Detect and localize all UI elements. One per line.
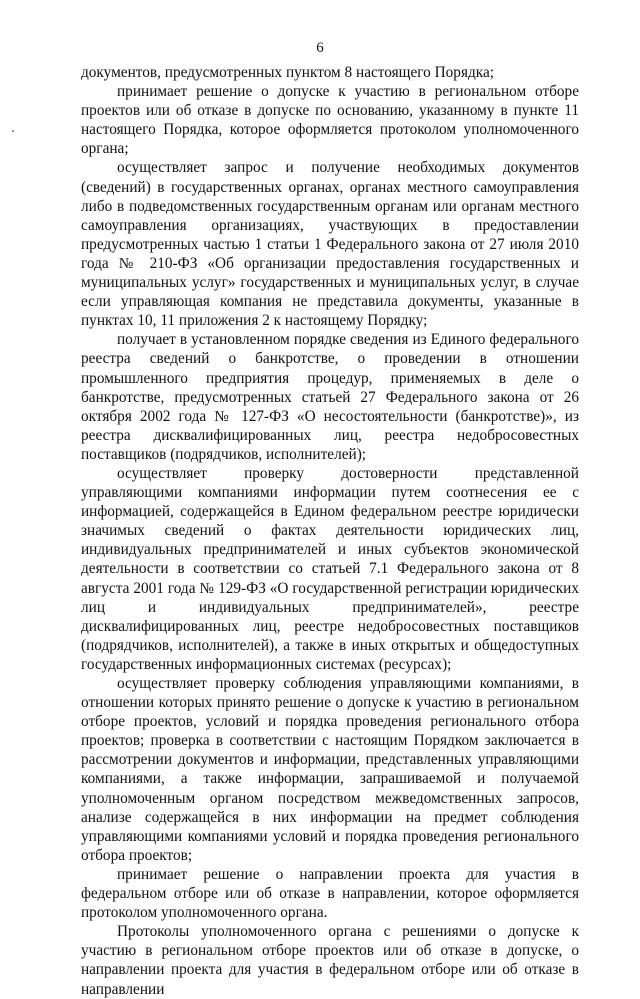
paragraph: документов, предусмотренных пунктом 8 настоящего Порядка; (81, 64, 495, 81)
page-number: 6 (316, 40, 324, 56)
paragraph: осуществляет запрос и получение необходимых документов (сведений) в государственных органах, органах местного самоуправления либо в подведомственных государственным органам или органам местного самоуправления организациях, участвующих в предоставлении предусмотренных частью 1 статьи 1 Федерального закона от 27 июля 2010 года № 210-ФЗ «Об организации предоставления государственных и муниципальных услуг» государственных и муниципальных услуг, в случае если управляющая компания не представила документы, указанные в пунктах 10, 11 приложения 2 к настоящему Порядку; (81, 159, 579, 330)
paragraph: принимает решение о допуске к участию в региональном отборе проектов или об отказе в допуске по основанию, указанному в пункте 11 настоящего Порядка, которое оформляется протоколом уполномоченного органа; (81, 83, 579, 158)
paragraph: осуществляет проверку соблюдения управляющими компаниями, в отношении которых принято решение о допуске к участию в региональном отборе проектов, условий и порядка проведения регионального отбора проектов; проверка в соответствии с настоящим Порядком заключается в рассмотрении документов и информации, представленных управляющими компаниями, а также информации, запрашиваемой и получаемой уполномоченным органом посредством межведомственных запросов, анализе содержащейся в них информации на предмет соблюдения управляющими компаниями условий и порядка проведения регионального отбора проектов; (81, 675, 579, 864)
scan-artifact (12, 130, 14, 132)
document-body (81, 63, 579, 999)
paragraph: получает в установленном порядке сведения из Единого федерального реестра сведений о банкротстве, о проведении в отношении промышленного предприятия процедур, применяемых в деле о банкротстве, предусмотренных статьей 27 Федерального закона от 26 октября 2002 года № 127-ФЗ «О несостоятельности (банкротстве)», из реестра дисквалифицированных лиц, реестра недобросовестных поставщиков (подрядчиков, исполнителей); (81, 331, 579, 463)
paragraph: принимает решение о направлении проекта для участия в федеральном отборе или об отказе в направлении, которое оформляется протоколом уполномоченного органа. (81, 865, 579, 922)
paragraph: Протоколы уполномоченного органа с решениями о допуске к участию в региональном отборе проектов или об отказе в допуске, о направлении проекта для участия в федеральном отборе или об отказе в направлении (81, 923, 579, 998)
paragraph: осуществляет проверку достоверности представленной управляющими компаниями информации путем соотнесения ее с информацией, содержащейся в Едином федеральном реестре юридически значимых сведений о фактах деятельности юридических лиц, индивидуальных предпринимателей и иных субъектов экономической деятельности в соответствии со статьей 7.1 Федерального закона от 8 августа 2001 года № 129-ФЗ «О государственной регистрации юридических лиц и индивидуальных предпринимателей», реестре дисквалифицированных лиц, реестре недобросовестных поставщиков (подрядчиков, исполнителей), а также в иных открытых и общедоступных государственных информационных системах (ресурсах); (81, 464, 579, 673)
